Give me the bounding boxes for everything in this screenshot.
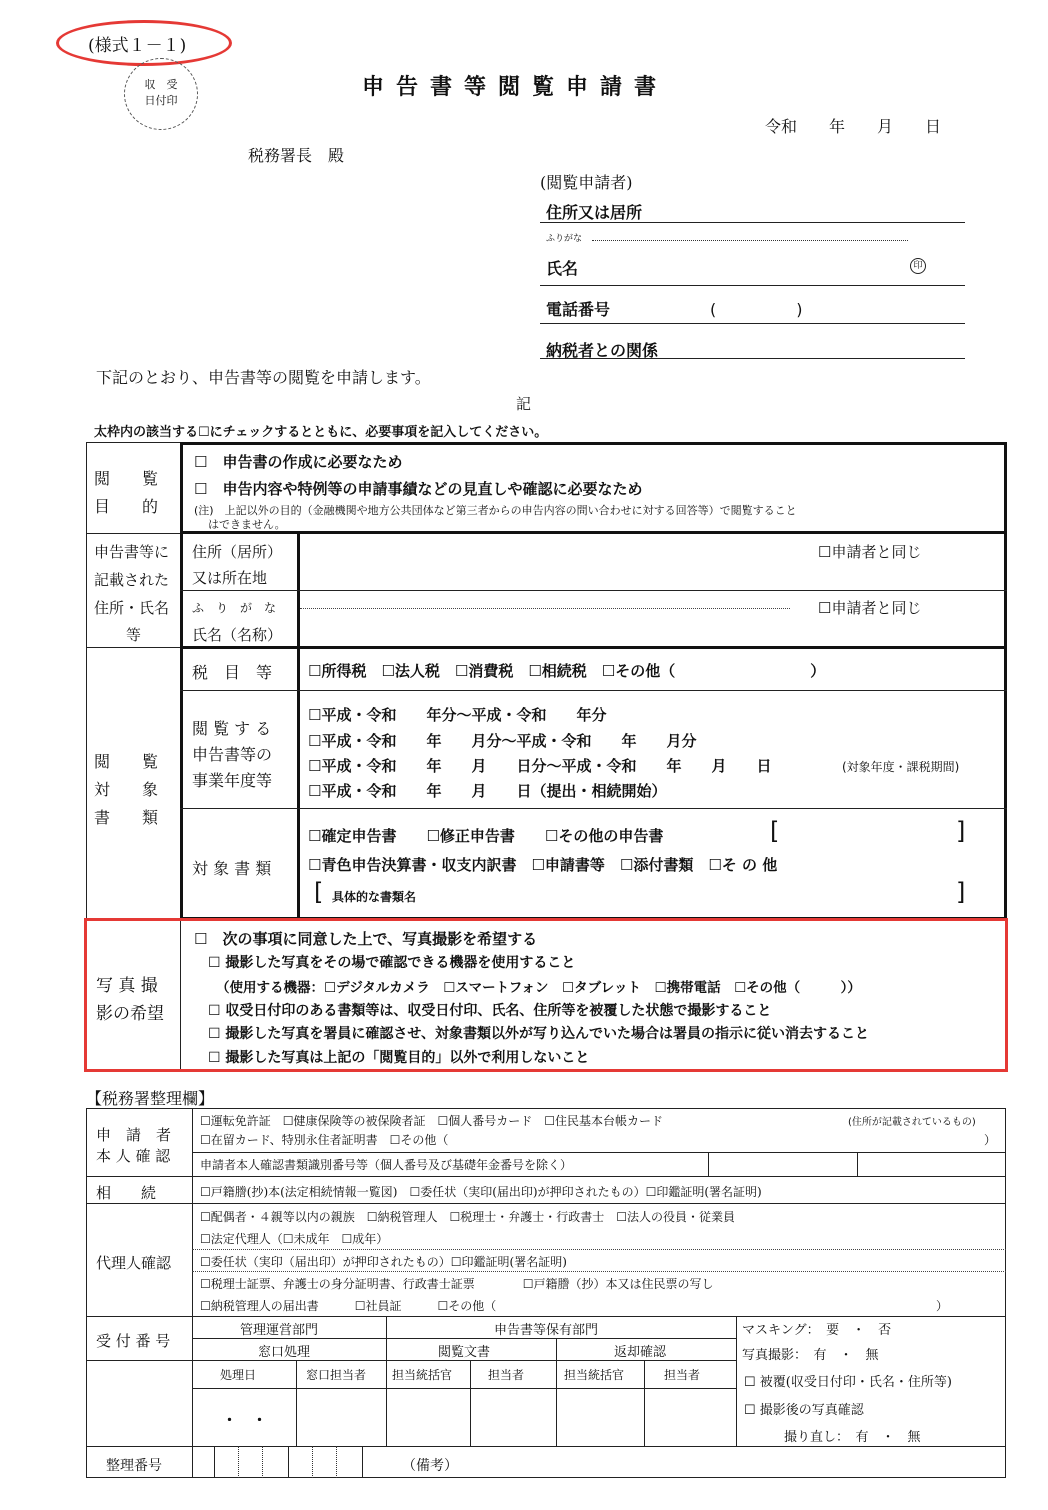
agent-dot-sep1 [192,1249,1006,1250]
seal-icon: 印 [910,258,926,274]
phone-parens: ( ) [710,300,803,319]
other-return-bracket-left: [ [770,817,780,845]
relation-field[interactable] [540,358,965,359]
purpose-option1[interactable]: ☐ 申告書の作成に必要なため [194,453,403,471]
photo-item2[interactable]: ☐ 収受日付印のある書類等は、収受日付印、氏名、住所等を被覆した状態で撮影すること [208,1003,772,1019]
purpose-note1: (注) 上記以外の目的（金融機関や地方公共団体など第三者からの申告内容の問い合わせに対する回答等）で閲覧すること [194,504,797,517]
target-label3: 書 類 [94,808,159,827]
purpose-option2[interactable]: ☐ 申告内容や特例等の申請事績などの見直しや確認に必要なため [194,480,643,498]
col-staff-2: 担当者 [664,1368,701,1382]
year-option2[interactable]: ☐平成・令和 年 月分～平成・令和 年 月分 [308,732,697,750]
row-sep-address-label [180,590,297,591]
phone-label: 電話番号 [546,300,611,319]
applicant-section-label: (閲覧申請者) [540,173,633,192]
view-doc: 閲覧文書 [438,1345,491,1360]
photo-item3[interactable]: ☐ 撮影した写真を署員に確認させ、対象書類以外が写り込んでいた場合は署員の指示に従い消去すること [208,1026,870,1042]
id-label2: 本 人 確 認 [96,1147,171,1165]
ref-cell-3 [262,1446,263,1478]
row-sep-tax [180,690,1007,691]
id-row1-note: (住所が記載されているもの) [848,1117,976,1128]
retake-option[interactable]: 撮り直し： 有 ・ 無 [784,1430,921,1445]
address-sub1: 住所（居所） [192,543,283,561]
furigana-label: ふりがな [546,234,583,244]
purpose-label1: 閲 覧 [94,469,159,488]
agent-dot-sep2 [192,1271,1006,1272]
agent-row3[interactable]: ☐委任状（実印（届出印）が押印されたもの）☐印鑑証明(署名証明) [200,1255,567,1269]
row-sep-purpose [86,533,182,534]
reference-number-label: 整理番号 [106,1458,162,1474]
photo-main-option[interactable]: ☐ 次の事項に同意した上で、写真撮影を希望する [194,930,538,948]
col-chief-2: 担当統括官 [564,1368,625,1382]
office-sep-id [86,1176,1006,1177]
id-row3: 申請者本人確認書類識別番号等（個人番号及び基礎年金番号を除く） [200,1158,573,1172]
agent-row5[interactable]: ☐納税管理人の届出書 ☐社員証 ☐その他（ [200,1299,497,1313]
row-sep-purpose-thick [180,531,1007,534]
tax-options[interactable]: ☐所得税 ☐法人税 ☐消費税 ☐相続税 ☐その他（ ） [308,662,826,680]
row-sep-name [86,647,182,648]
name-field[interactable] [540,285,965,286]
col-div-4 [644,1360,645,1446]
relation-label: 納税者との関係 [546,341,659,360]
ref-cell-5 [312,1446,313,1478]
year-label2: 申告書等の [192,745,273,764]
dept2-header: 申告書等保有部門 [494,1323,599,1338]
col-staff-1: 担当者 [488,1368,525,1382]
addressee: 税務署長 殿 [248,146,345,165]
photo-label1: 写 真 撮 [96,976,158,996]
ref-cell-7 [362,1446,363,1478]
photo-label2: 影の希望 [96,1004,164,1024]
receipt-label: 受 付 番 号 [96,1332,171,1350]
office-heading: 【税務署整理欄】 [86,1089,215,1108]
doc-label: 対 象 書 類 [192,859,272,878]
row-sep-name-thick [180,646,1007,649]
target-label1: 閲 覧 [94,752,159,771]
agent-row2[interactable]: ☐法定代理人（☐未成年 ☐成年） [200,1232,389,1246]
inherit-label: 相 続 [96,1184,157,1202]
ref-cell-2 [238,1446,239,1478]
dept-divider [386,1316,387,1446]
agent-row5-end: ） [936,1299,949,1313]
dept-header-sep [192,1338,736,1339]
ki-mark: 記 [516,395,532,413]
furigana-sub: ふ り が な [192,601,277,615]
ref-cell-4 [288,1446,289,1478]
id-row1[interactable]: ☐運転免許証 ☐健康保険等の被保険者証 ☐個人番号カード ☐住民基本台帳カード [200,1114,664,1128]
bottom-row-sep [86,1446,1006,1447]
photo-item1-devices[interactable]: （使用する機器：☐デジタルカメラ ☐スマートフォン ☐タブレット ☐携帯電話 ☐その他（ ）） [216,980,861,996]
receipt-label-sep [86,1360,192,1361]
col-window-staff: 窓口担当者 [306,1368,367,1382]
id-row2[interactable]: ☐在留カード、特別永住者証明書 ☐その他（ [200,1133,449,1147]
instruction-text: 太枠内の該当する☐にチェックするとともに、必要事項を記入してください。 [94,425,548,440]
name-sub: 氏名（名称） [192,626,283,644]
remarks-label: （備考） [402,1458,458,1474]
address-label: 住所又は居所 [546,203,643,222]
ref-cell-6 [336,1446,337,1478]
year-option3[interactable]: ☐平成・令和 年 月 日分～平成・令和 年 月 日 [308,757,772,775]
other-return-bracket-right: ] [956,817,966,845]
photo-item1[interactable]: ☐ 撮影した写真をその場で確認できる機器を使用すること [208,955,576,971]
address-sub2: 又は所在地 [192,569,268,587]
furigana-dotline[interactable] [300,608,790,609]
table-top-left [86,442,182,443]
furigana-field[interactable] [592,240,908,241]
photo-item4[interactable]: ☐ 撮影した写真は上記の「閲覧目的」以外で利用しないこと [208,1050,590,1066]
inherit-row[interactable]: ☐戸籍謄(抄)本(法定相続情報一覧図) ☐委任状（実印(届出印)が押印されたもの）☐印鑑証明(署名証明) [200,1185,762,1199]
agent-label: 代理人確認 [96,1254,172,1272]
purpose-note2: はできません。 [208,518,286,531]
col-div-1 [296,1360,297,1446]
masking-option[interactable]: マスキング： 要 ・ 否 [742,1323,892,1338]
id-number-divider1 [708,1152,709,1176]
office-sep-agent [86,1316,1006,1317]
request-statement: 下記のとおり、申告書等の閲覧を申請します。 [96,368,431,387]
form-number: (様式１－１) [88,36,187,56]
office-label-divider [192,1108,193,1478]
year-option4[interactable]: ☐平成・令和 年 月 日（提出・相続開始） [308,782,667,800]
tax-label: 税 目 等 [192,663,273,682]
window-processing: 窓口処理 [258,1345,311,1360]
agent-row4[interactable]: ☐税理士証票、弁護士の身分証明書、行政書士証票 ☐戸籍謄（抄）本又は住民票の写し [200,1277,714,1291]
office-sep-inherit [86,1203,1006,1204]
row-sep-years [180,808,1007,809]
row-sep-address [297,590,1007,591]
id-label1: 申 請 者 [96,1126,172,1144]
application-date[interactable]: 令和 年 月 日 [765,117,942,136]
specific-bracket-right: ] [956,878,966,906]
specific-doc-label: 具体的な書類名 [332,890,417,904]
address-block-label2: 記載された [94,571,170,589]
date-dots: ・ ・ [222,1411,268,1429]
dept1-header: 管理運営部門 [240,1323,319,1338]
name-label: 氏名 [546,259,579,278]
photo-yes-no[interactable]: 写真撮影： 有 ・ 無 [742,1348,879,1363]
stamp-line2: 日付印 [144,94,178,107]
col-div-2 [556,1338,557,1446]
col-process-date: 処理日 [220,1368,257,1382]
purpose-label2: 目 的 [94,497,159,516]
same-as-applicant-name[interactable]: ☐申請者と同じ [818,599,922,617]
same-as-applicant-address[interactable]: ☐申請者と同じ [818,543,922,561]
doc-options-row1[interactable]: ☐確定申告書 ☐修正申告書 ☐その他の申告書 [308,827,664,845]
page-title: 申告書等閲覧申請書 [362,75,669,100]
target-label2: 対 象 [94,780,159,799]
col-chief-1: 担当統括官 [392,1368,453,1382]
ref-cell-1 [214,1446,215,1478]
year-label3: 事業年度等 [192,771,273,790]
year-option3-note: (対象年度・課税期間) [842,760,960,774]
phone-field[interactable] [540,323,965,324]
address-block-label1: 申告書等に [94,543,170,561]
cover-option[interactable]: ☐ 被覆(収受日付印・氏名・住所等) [744,1375,952,1390]
stamp-line1: 収 受 [144,78,178,91]
return-check: 返却確認 [614,1345,667,1360]
address-field[interactable] [540,222,965,223]
masking-divider [736,1316,737,1446]
id-row2-end: ） [984,1133,997,1147]
sub-header-sep [192,1360,736,1361]
photo-confirm-option[interactable]: ☐ 撮影後の写真確認 [744,1403,864,1418]
address-block-label4: 等 [126,626,142,644]
address-block-label3: 住所・氏名 [94,599,170,617]
office-sep-id-inner [192,1152,1006,1153]
col-header-sep [192,1388,736,1389]
specific-bracket-left: [ [314,878,324,906]
receipt-stamp [124,58,198,130]
doc-options-row2[interactable]: ☐青色申告決算書・収支内訳書 ☐申請書等 ☐添付書類 ☐そ の 他 [308,856,778,874]
id-number-divider2 [857,1152,858,1176]
col-div-3 [470,1360,471,1446]
agent-row1[interactable]: ☐配偶者・４親等以内の親族 ☐納税管理人 ☐税理士・弁護士・行政書士 ☐法人の役員・従業員 [200,1210,736,1224]
year-label1: 閲 覧 す る [192,719,272,738]
year-option1[interactable]: ☐平成・令和 年分～平成・令和 年分 [308,706,607,724]
